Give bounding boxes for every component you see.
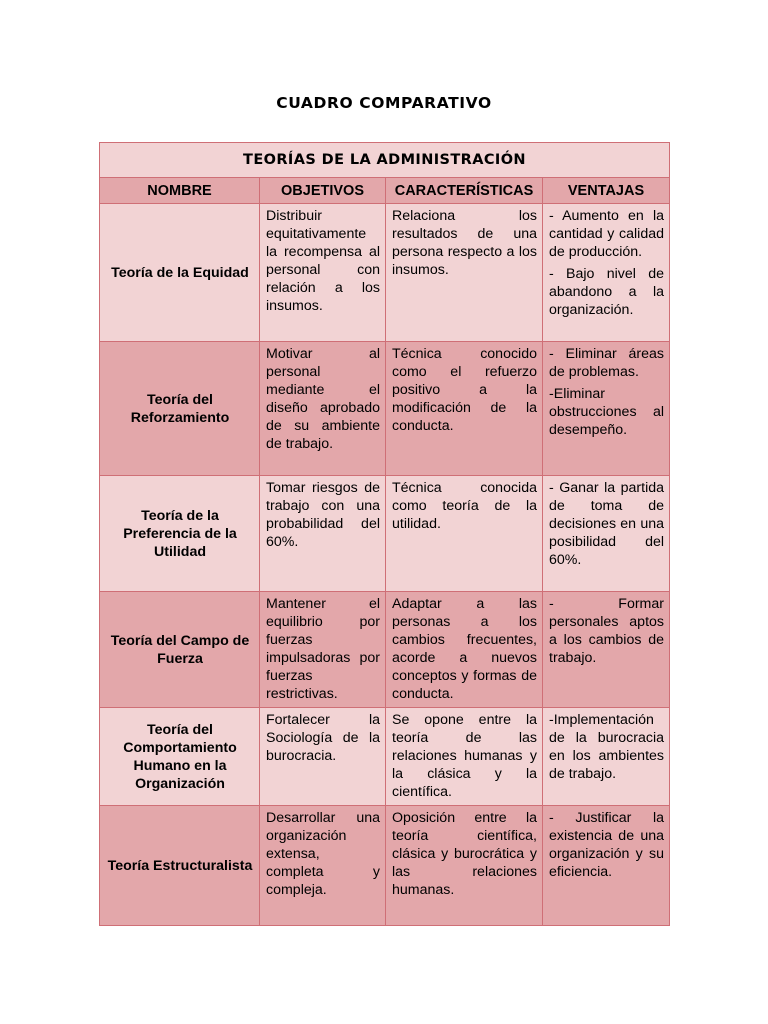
ventaja-item: -Eliminar obstrucciones al desempeño. <box>549 386 664 438</box>
row-name: Teoría del Reforzamiento <box>100 342 260 476</box>
table-title: TEORÍAS DE LA ADMINISTRACIÓN <box>100 143 670 178</box>
row-ventajas <box>543 204 670 342</box>
row-name: Teoría de la Equidad <box>100 204 260 342</box>
ventaja-item: - Bajo nivel de abandono a la organización. <box>549 266 664 318</box>
ventaja-item: - Aumento en la cantidad y calidad de producción. <box>549 208 664 260</box>
row-caracteristicas: Oposición entre la teoría científica, clásica y burocrática y las relaciones humanas. <box>386 806 543 926</box>
ventaja-item: - Formar personales aptos a los cambios de trabajo. <box>549 596 664 666</box>
row-objetivos: Tomar riesgos de trabajo con una probabilidad del 60%. <box>260 476 386 592</box>
table-row <box>100 476 670 592</box>
row-name: Teoría de la Preferencia de la Utilidad <box>100 476 260 592</box>
table-header-row <box>100 178 670 204</box>
row-caracteristicas: Se opone entre la teoría de las relaciones humanas y la clásica y la científica. <box>386 708 543 806</box>
row-ventajas <box>543 708 670 806</box>
table-row <box>100 708 670 806</box>
header-objetivos: OBJETIVOS <box>260 178 386 204</box>
header-caracteristicas: CARACTERÍSTICAS <box>386 178 543 204</box>
row-name: Teoría del Comportamiento Humano en la Organización <box>100 708 260 806</box>
header-ventajas: VENTAJAS <box>543 178 670 204</box>
row-ventajas <box>543 592 670 708</box>
row-name: Teoría Estructuralista <box>100 806 260 926</box>
row-caracteristicas: Adaptar a las personas a los cambios frecuentes, acorde a nuevos conceptos y formas de conducta. <box>386 592 543 708</box>
ventaja-item: - Ganar la partida de toma de decisiones en una posibilidad del 60%. <box>549 480 664 568</box>
row-ventajas <box>543 342 670 476</box>
comparison-table <box>99 142 670 926</box>
row-ventajas <box>543 806 670 926</box>
row-name: Teoría del Campo de Fuerza <box>100 592 260 708</box>
row-caracteristicas: Relaciona los resultados de una persona respecto a los insumos. <box>386 204 543 342</box>
header-nombre: NOMBRE <box>100 178 260 204</box>
document-title: CUADRO COMPARATIVO <box>276 94 492 112</box>
ventaja-item: -Implementación de la burocracia en los ambientes de trabajo. <box>549 712 664 782</box>
row-ventajas <box>543 476 670 592</box>
row-caracteristicas: Técnica conocida como teoría de la utilidad. <box>386 476 543 592</box>
row-objetivos: Motivar al personal mediante el diseño aprobado de su ambiente de trabajo. <box>260 342 386 476</box>
row-objetivos: Mantener el equilibrio por fuerzas impulsadoras por fuerzas restrictivas. <box>260 592 386 708</box>
table-row <box>100 204 670 342</box>
table-row <box>100 806 670 926</box>
table-row <box>100 342 670 476</box>
table-row <box>100 592 670 708</box>
row-objetivos: Fortalecer la Sociología de la burocracia. <box>260 708 386 806</box>
row-caracteristicas: Técnica conocido como el refuerzo positivo a la modificación de la conducta. <box>386 342 543 476</box>
row-objetivos: Distribuir equitativamente la recompensa al personal con relación a los insumos. <box>260 204 386 342</box>
ventaja-item: - Eliminar áreas de problemas. <box>549 346 664 380</box>
row-objetivos: Desarrollar una organización extensa, completa y compleja. <box>260 806 386 926</box>
ventaja-item: - Justificar la existencia de una organización y su eficiencia. <box>549 810 664 880</box>
table-title-row <box>100 143 670 178</box>
